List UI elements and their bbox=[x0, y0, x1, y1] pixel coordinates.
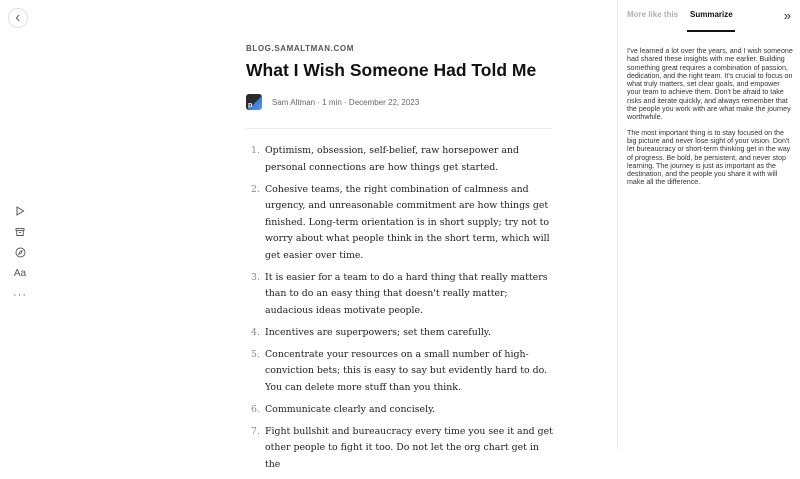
list-item-text: Cohesive teams, the right combination of calmness and urgency, and unreasonable commitment are how things get finished. Long-term orientation is in short supply; try not to worry about what people think in the short term, which will get easier over time. bbox=[265, 183, 550, 261]
summary-paragraph: I've learned a lot over the years, and I wish someone had shared these insights with me earlier. Building something great requires a combination of passion, dedication, and the right team. It's crucial to focus on what truly matters, set clear goals, and empower your team to achieve them. Don't be afraid to take risks and iterate quickly, and always remember that the people you work with are what make the journey worthwhile. bbox=[627, 47, 793, 122]
reader-toolbar bbox=[10, 200, 30, 305]
left-rail bbox=[0, 0, 36, 450]
byline bbox=[246, 94, 419, 110]
article-title: What I Wish Someone Had Told Me bbox=[246, 60, 537, 80]
byline-meta: Sam Altman · 1 min · December 22, 2023 bbox=[272, 97, 420, 107]
site-domain[interactable]: BLOG.SAMALTMAN.COM bbox=[246, 44, 354, 53]
archive-icon bbox=[15, 227, 25, 237]
summary-text bbox=[627, 47, 793, 194]
discover-button[interactable] bbox=[10, 242, 30, 263]
list-item bbox=[246, 270, 556, 320]
back-button[interactable] bbox=[8, 8, 28, 28]
list-item bbox=[246, 182, 556, 265]
avatar-letter: p bbox=[248, 102, 253, 109]
list-item bbox=[246, 424, 556, 474]
archive-button[interactable] bbox=[10, 221, 30, 242]
list-item-number: 1. bbox=[251, 145, 260, 156]
chevron-left-icon bbox=[14, 14, 22, 22]
sidebar-panel bbox=[617, 0, 800, 450]
tab-more-like-this[interactable]: More like this bbox=[627, 10, 679, 19]
list-item-number: 2. bbox=[251, 183, 260, 195]
list-item bbox=[246, 402, 556, 419]
tab-summarize[interactable]: Summarize bbox=[690, 10, 733, 19]
list-item bbox=[246, 325, 556, 342]
author-avatar bbox=[246, 94, 262, 110]
compass-icon bbox=[15, 247, 26, 258]
text-settings-button[interactable] bbox=[10, 263, 30, 284]
more-button[interactable] bbox=[10, 284, 30, 305]
collapse-panel-icon[interactable]: » bbox=[783, 8, 791, 23]
play-button[interactable] bbox=[10, 200, 30, 221]
list-item-text: Communicate clearly and concisely. bbox=[265, 403, 436, 415]
active-tab-indicator bbox=[687, 30, 735, 32]
list-item-number: 6. bbox=[251, 403, 260, 415]
list-item-text: Concentrate your resources on a small number of high-conviction bets; this is easy to say but evidently hard to do. You can delete more stuff than you think. bbox=[265, 348, 548, 393]
list-item-number: 3. bbox=[251, 271, 260, 283]
list-item-number: 4. bbox=[251, 326, 260, 338]
list-item-number: 5. bbox=[251, 348, 260, 360]
list-item-number: 7. bbox=[251, 425, 260, 437]
text-size-icon: Aa bbox=[13, 268, 27, 279]
play-icon bbox=[15, 206, 25, 216]
list-item bbox=[246, 347, 556, 397]
summary-paragraph: The most important thing is to stay focused on the big picture and never lose sight of your vision. Don't let bureaucracy or short-term thinking get in the way of progress. Be bold, be persistent, and never stop learning. The journey is just as important as the destination, and the people you share it with will make all the difference. bbox=[627, 128, 791, 187]
list-item-text: Incentives are superpowers; set them carefully. bbox=[265, 326, 491, 338]
article-list bbox=[246, 143, 556, 479]
list-item-text: Optimism, obsession, self-belief, raw horsepower and personal connections are how things get started. bbox=[265, 145, 520, 173]
more-icon: ··· bbox=[13, 288, 27, 301]
list-item bbox=[246, 143, 556, 176]
divider bbox=[246, 128, 552, 129]
list-item-text: Fight bullshit and bureaucracy every time you see it and get other people to fight it too. Do not let the org chart get in the bbox=[265, 425, 553, 470]
list-item-text: It is easier for a team to do a hard thing that really matters than to do an easy thing that doesn't really matter; audacious ideas motivate people. bbox=[265, 271, 548, 316]
sidebar-tabs bbox=[618, 0, 800, 32]
